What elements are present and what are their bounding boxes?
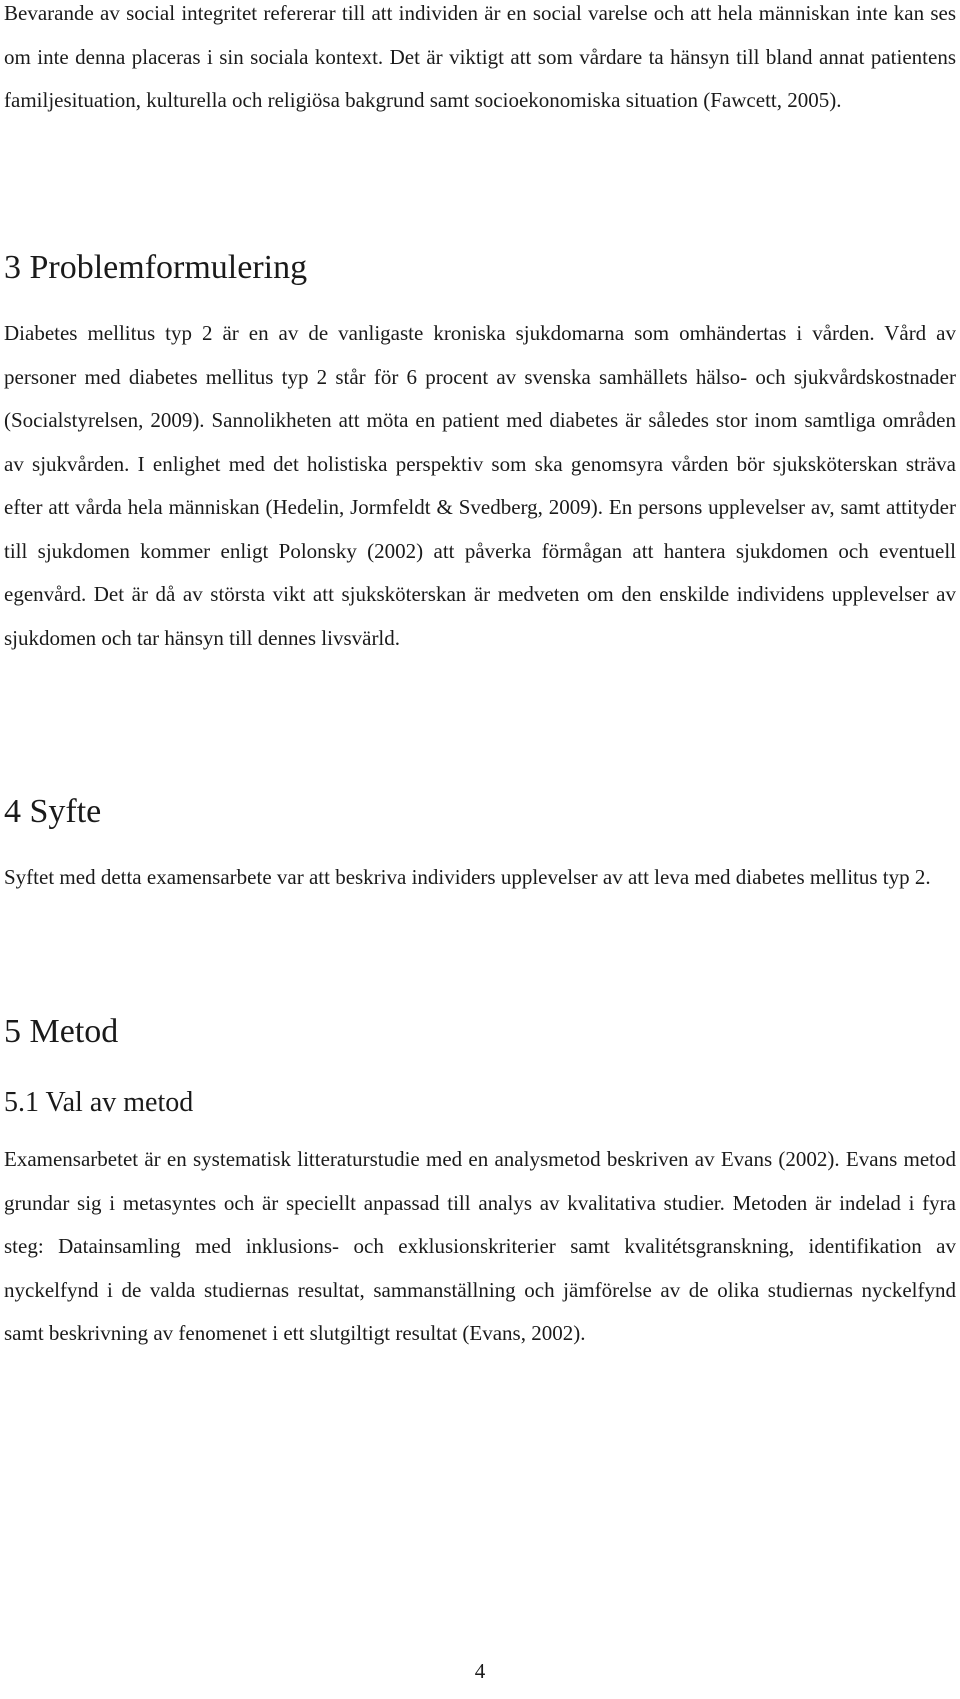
page-number: 4 bbox=[474, 1659, 486, 1683]
heading-syfte: 4 Syfte bbox=[4, 793, 102, 830]
paragraph-syfte: Syftet med detta examensarbete var att beskriva individers upplevelser av att leva med diabetes mellitus typ 2. bbox=[4, 865, 931, 889]
heading-metod: 5 Metod bbox=[4, 1013, 119, 1050]
paragraph-val-av-metod: Examensarbetet är en systematisk litteraturstudie med en analysmetod beskriven av Evans (2002). Evans metod grundar sig i metasyntes och är speciellt anpassad till analys av kvalitativa studier. Metoden är indelad i fyra steg: Datainsamling med inklusions- och exklusionskriterier samt kvalitétsgranskning, identifikation av nyckelfynd i de valda studiernas resultat, sammanställning och jämförelse av de olika studiernas nyckelfynd samt beskrivning av fenomenet i ett slutgiltigt resultat (Evans, 2002). bbox=[4, 1147, 956, 1345]
subheading-val-av-metod: 5.1 Val av metod bbox=[4, 1087, 194, 1118]
heading-problemformulering: 3 Problemformulering bbox=[4, 249, 308, 286]
paragraph-problemformulering: Diabetes mellitus typ 2 är en av de vanligaste kroniska sjukdomarna som omhändertas i vården. Vård av personer med diabetes mellitus typ 2 står för 6 procent av svenska samhällets hälso- och sjukvårdskostnader (Socialstyrelsen, 2009). Sannolikheten att möta en patient med diabetes är således stor inom samtliga områden av sjukvården. I enlighet med det holistiska perspektiv som ska genomsyra vården bör sjuksköterskan sträva efter att vårda hela människan (Hedelin, Jormfeldt & Svedberg, 2009). En persons upplevelser av, samt attityder till sjukdomen kommer enligt Polonsky (2002) att påverka förmågan att hantera sjukdomen och eventuell egenvård. Det är då av största vikt att sjuksköterskan är medveten om den enskilde individens upplevelser av sjukdomen och tar hänsyn till dennes livsvärld. bbox=[4, 321, 956, 650]
paragraph-social-integrity: Bevarande av social integritet refererar till att individen är en social varelse och att hela människan inte kan ses om inte denna placeras i sin sociala kontext. Det är viktigt att som vårdare ta hänsyn till bland annat patientens familjesituation, kulturella och religiösa bakgrund samt socioekonomiska situation (Fawcett, 2005). bbox=[4, 1, 956, 112]
